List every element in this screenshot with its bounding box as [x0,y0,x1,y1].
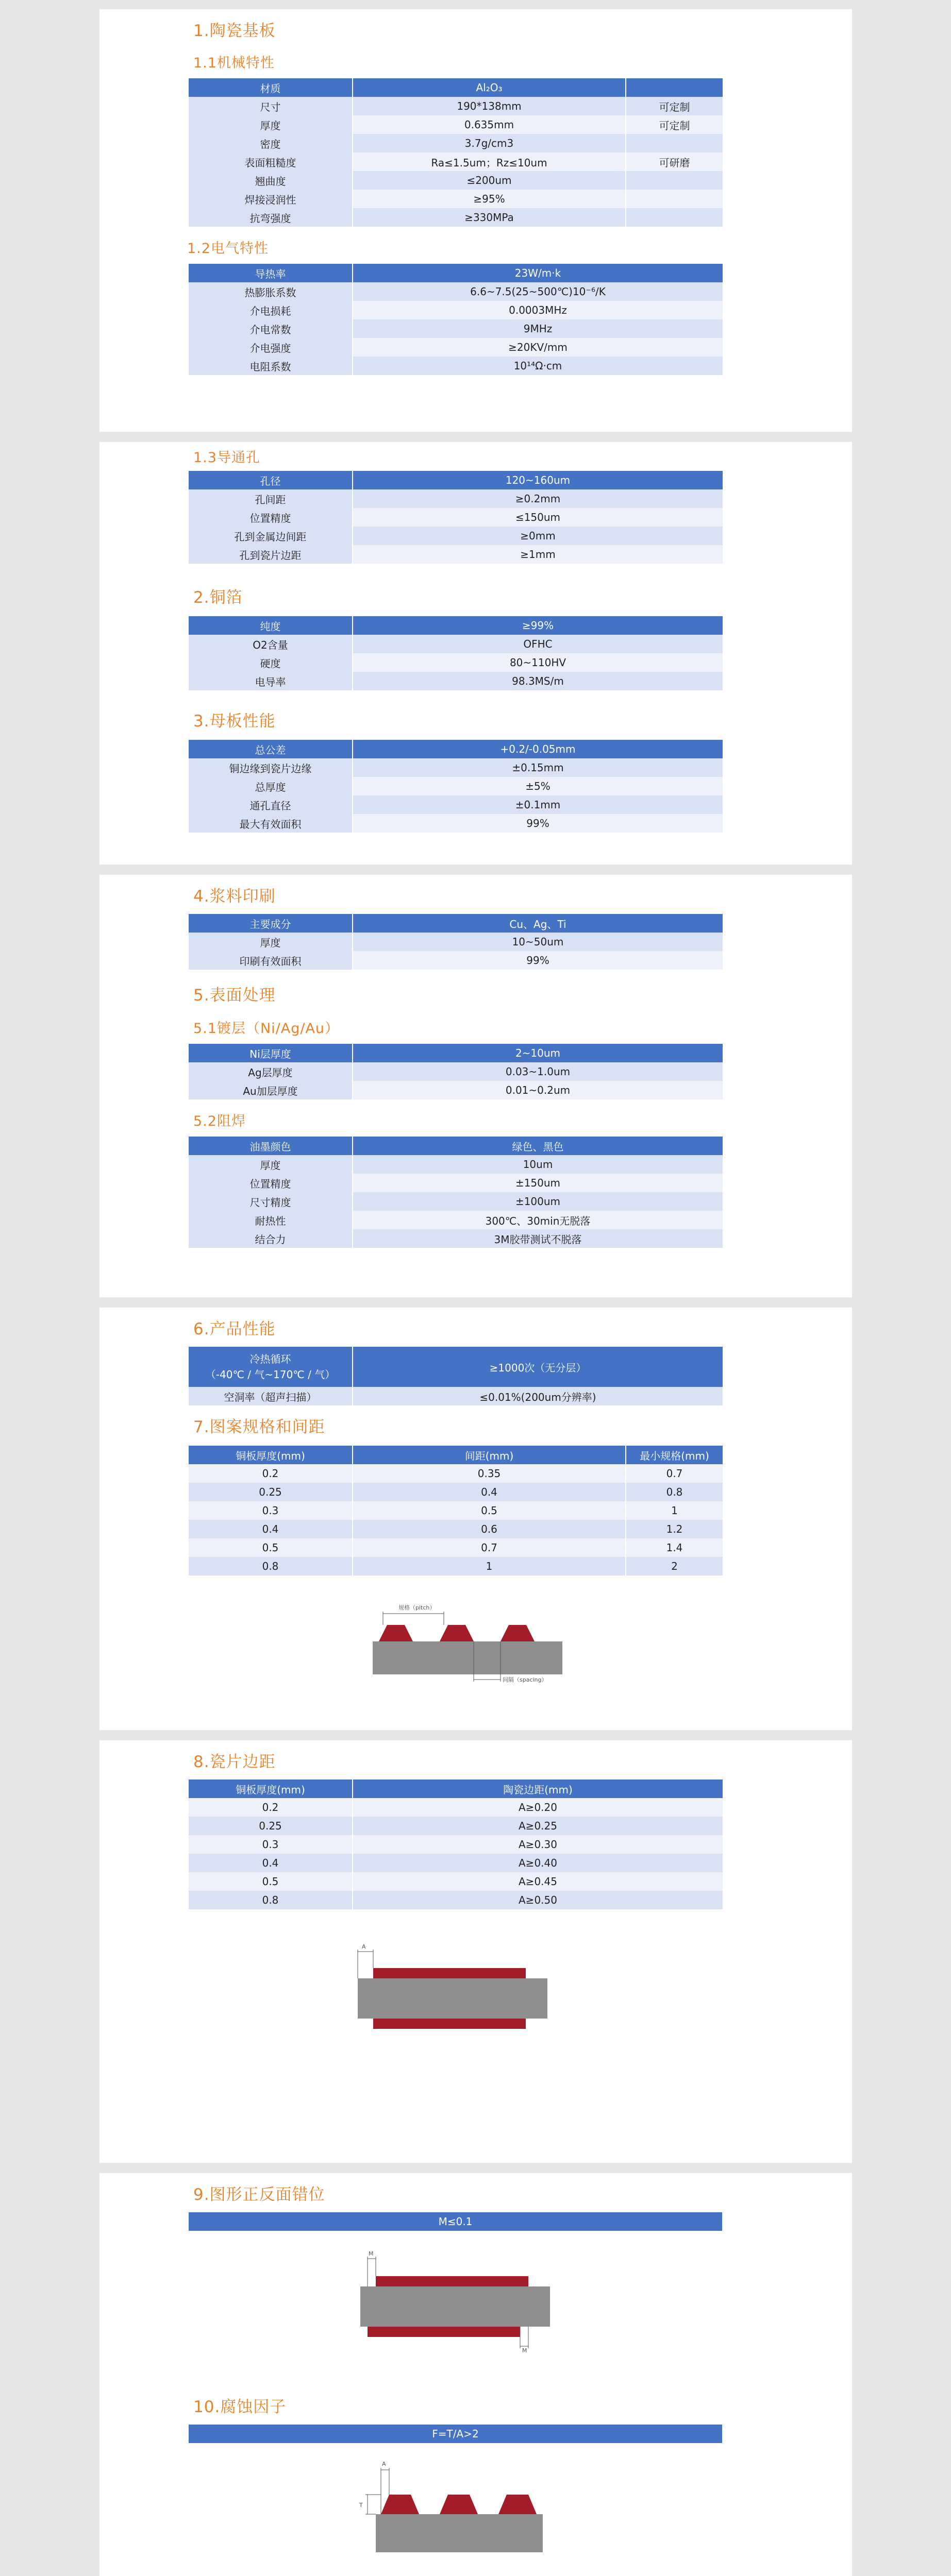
header-cell: ≥1000次（无分层） [353,1347,723,1387]
table-row [189,758,723,777]
subsection-title-mask: 5.2阻焊 [193,1113,246,1129]
table-row [189,1891,723,1909]
table-cell: Au加层厚度 [189,1081,353,1099]
table-row [189,545,723,564]
table-row [189,208,723,227]
section-title-performance: 6.产品性能 [193,1320,276,1338]
table-cell: 2 [626,1557,723,1575]
table-cell: ≥0mm [353,527,723,545]
table-cell: 300℃、30min无脱落 [353,1211,723,1229]
header-cell: 纯度 [189,616,353,635]
table-header-row [189,914,723,933]
table-header-row [189,1137,723,1155]
board-table [189,740,724,833]
table-cell [626,134,723,152]
copper-trace [379,1625,413,1641]
table-row [189,1081,723,1099]
ceramic-base [358,1978,547,2019]
table-row [189,1557,723,1575]
table-cell: 80~110HV [353,653,723,672]
table-cell: 0.3 [189,1501,353,1520]
table-cell: 0.5 [189,1538,353,1557]
table-row [189,152,723,171]
table-cell: 密度 [189,134,353,152]
pitch-label: 规格（pitch） [398,1604,436,1611]
table-header-row [189,264,723,282]
table-header-row [189,78,723,97]
table-cell: 1.4 [626,1538,723,1557]
table-cell: 0.8 [626,1483,723,1501]
table-cell: 耐热性 [189,1211,353,1229]
header-cell: Al₂O₃ [353,78,626,97]
table-cell: ±0.1mm [353,795,723,814]
table-cell: 99% [353,951,723,970]
table-row [189,1538,723,1557]
table-cell: 0.3 [189,1835,353,1854]
table-row [189,635,723,653]
ceramic-base [376,2514,543,2552]
header-cell: 23W/m·k [353,264,723,282]
offset-diagram [357,2249,563,2352]
table-row [189,795,723,814]
table-row [189,134,723,152]
table-row [189,1192,723,1211]
table-cell: OFHC [353,635,723,653]
table-cell: A≥0.25 [353,1817,723,1835]
table-header-row [189,471,723,489]
table-cell: 0.8 [189,1557,353,1575]
table-header-row [189,2425,723,2443]
table-row [189,1062,723,1081]
table-row [189,489,723,508]
table-cell: 热膨胀系数 [189,282,353,301]
table-cell: 通孔直径 [189,795,353,814]
table-cell: 0.4 [189,1520,353,1538]
table-cell: 可定制 [626,115,723,134]
header-cell: F=T/A>2 [189,2425,723,2443]
table-row [189,1520,723,1538]
section-title-copper: 2.铜箔 [193,588,243,607]
table-row [189,951,723,970]
copper-trace [500,1625,535,1641]
table-cell: ≤0.01%(200um分辨率) [353,1387,723,1405]
table-cell: 厚度 [189,115,353,134]
copper-trace [381,2495,419,2514]
table-cell: ≥1mm [353,545,723,564]
table-cell: ≥330MPa [353,208,626,227]
table-cell: 抗弯强度 [189,208,353,227]
table-cell: 1 [626,1501,723,1520]
table-cell [626,190,723,208]
header-cell: Cu、Ag、Ti [353,914,723,933]
table-row [189,1501,723,1520]
header-cell: 总公差 [189,740,353,758]
table-cell: ±0.15mm [353,758,723,777]
table-cell: Ag层厚度 [189,1062,353,1081]
table-cell: 介电强度 [189,338,353,357]
table-cell: 1.2 [626,1520,723,1538]
table-cell: 结合力 [189,1229,353,1248]
card-paste-surface [99,875,852,1297]
table-cell: 3.7g/cm3 [353,134,626,152]
table-row [189,1798,723,1817]
table-row [189,190,723,208]
table-cell: 0.5 [189,1872,353,1891]
header-cell [626,78,723,97]
section-title-board: 3.母板性能 [193,712,276,731]
table-cell: 0.4 [353,1483,626,1501]
etch-a-label: A [382,2461,386,2467]
header-cell: 孔径 [189,471,353,489]
header-cell: +0.2/-0.05mm [353,740,723,758]
table-cell: 10¹⁴Ω·cm [353,357,723,375]
table-cell: 位置精度 [189,508,353,527]
ceramic-base [360,2286,550,2327]
table-cell: ≤150um [353,508,723,527]
table-header-row [189,1446,723,1464]
table-cell: 翘曲度 [189,171,353,190]
table-cell: 空洞率（超声扫描） [189,1387,353,1405]
table-row [189,1464,723,1483]
table-row [189,1872,723,1891]
plating-table [189,1044,724,1099]
table-cell: 位置精度 [189,1174,353,1192]
subsection-title-via: 1.3导通孔 [193,450,260,466]
table-cell: 可研磨 [626,152,723,171]
table-cell: 99% [353,814,723,833]
table-cell: 孔到金属边间距 [189,527,353,545]
section-title-margin: 8.瓷片边距 [193,1753,276,1771]
subsection-title-plating: 5.1镀层（Ni/Ag/Au） [193,1021,340,1037]
etch-table [189,2425,723,2443]
table-row [189,1229,723,1248]
table-cell: 厚度 [189,1155,353,1174]
section-title-ceramic: 1.陶瓷基板 [193,22,276,40]
header-line: 冷热循环 [249,1353,291,1365]
table-row [189,171,723,190]
card-via-copper-board [99,442,852,865]
table-cell: 最大有效面积 [189,814,353,833]
copper-bottom [368,2327,520,2337]
table-row [189,814,723,833]
table-cell: 3M胶带测试不脱落 [353,1229,723,1248]
header-cell: 间距(mm) [353,1446,626,1464]
table-cell [626,171,723,190]
table-row [189,1155,723,1174]
header-cell: 铜板厚度(mm) [189,1446,353,1464]
table-row [189,1835,723,1854]
table-cell: 介电常数 [189,319,353,338]
copper-top [373,1968,526,1978]
section-title-surface: 5.表面处理 [193,986,276,1005]
header-cell: 陶瓷边距(mm) [353,1780,723,1798]
elec-table [189,264,724,375]
table-cell: O2含量 [189,635,353,653]
header-cell: 120~160um [353,471,723,489]
table-cell: Ra≤1.5um；Rz≤10um [353,152,626,171]
table-cell: 0.0003MHz [353,301,723,319]
card-offset-etch [99,2173,852,2576]
mech-table [189,78,724,227]
performance-table [189,1347,724,1405]
table-cell: 厚度 [189,933,353,951]
table-cell: A≥0.30 [353,1835,723,1854]
pattern-table [189,1446,724,1575]
table-cell: ≥20KV/mm [353,338,723,357]
table-cell: 0.7 [353,1538,626,1557]
table-header-row [189,1044,723,1062]
header-cell: Ni层厚度 [189,1044,353,1062]
table-row [189,527,723,545]
table-cell: 10um [353,1155,723,1174]
header-cell: ≥99% [353,616,723,635]
table-cell: 0.7 [626,1464,723,1483]
table-row [189,319,723,338]
margin-a-label: A [362,1943,366,1950]
pitch-spacing-diagram [357,1596,563,1689]
paste-table [189,914,724,970]
via-table [189,471,724,564]
header-line: （-40℃ / 气~170℃ / 气） [205,1368,336,1381]
table-header-row [189,1347,723,1387]
table-cell: ±100um [353,1192,723,1211]
spacing-label: 间隔（spacing） [503,1676,547,1683]
header-cell: 油墨颜色 [189,1137,353,1155]
table-cell: 0.2 [189,1798,353,1817]
table-cell [626,208,723,227]
margin-diagram [355,1942,561,2035]
card-ceramic-margin [99,1740,852,2163]
table-cell: ≥0.2mm [353,489,723,508]
table-cell: 0.8 [189,1891,353,1909]
copper-table [189,616,724,690]
table-cell: A≥0.20 [353,1798,723,1817]
table-row [189,1387,723,1405]
table-row [189,1817,723,1835]
table-cell: 0.25 [189,1483,353,1501]
table-cell: 孔到瓷片边距 [189,545,353,564]
table-cell: 电导率 [189,672,353,690]
table-cell: 0.35 [353,1464,626,1483]
table-cell: 尺寸精度 [189,1192,353,1211]
table-cell: 焊接浸润性 [189,190,353,208]
header-cell: M≤0.1 [189,2212,723,2231]
copper-bottom [373,2019,526,2029]
table-cell: 0.2 [189,1464,353,1483]
table-row [189,653,723,672]
section-title-paste: 4.浆料印刷 [193,887,276,906]
table-row [189,338,723,357]
table-row [189,672,723,690]
table-row [189,1854,723,1872]
header-cell: 2~10um [353,1044,723,1062]
table-cell: 0.4 [189,1854,353,1872]
offset-m-label: M [369,2250,374,2257]
table-row [189,1483,723,1501]
copper-trace [440,1625,474,1641]
table-cell: A≥0.40 [353,1854,723,1872]
table-cell: 6.6~7.5(25~500℃)10⁻⁶/K [353,282,723,301]
table-row [189,301,723,319]
table-cell: 0.635mm [353,115,626,134]
table-cell: 铜边缘到瓷片边缘 [189,758,353,777]
header-cell [189,1347,353,1387]
table-cell: 0.5 [353,1501,626,1520]
card-ceramic-substrate [99,9,852,432]
header-cell: 最小规格(mm) [626,1446,723,1464]
table-cell: 0.6 [353,1520,626,1538]
etch-factor-diagram [352,2458,558,2561]
header-cell: 铜板厚度(mm) [189,1780,353,1798]
etch-t-label: T [359,2502,363,2509]
table-row [189,1211,723,1229]
table-header-row [189,2212,723,2231]
table-cell: 孔间距 [189,489,353,508]
copper-trace [498,2495,537,2514]
table-row [189,508,723,527]
table-header-row [189,616,723,635]
header-cell: 导热率 [189,264,353,282]
table-cell: A≥0.45 [353,1872,723,1891]
table-header-row [189,1780,723,1798]
table-cell: 10~50um [353,933,723,951]
table-cell: 98.3MS/m [353,672,723,690]
table-cell: 1 [353,1557,626,1575]
section-title-pattern: 7.图案规格和间距 [193,1418,325,1436]
subsection-title-elec: 1.2电气特性 [187,241,269,257]
table-cell: 9MHz [353,319,723,338]
card-product-performance [99,1308,852,1730]
table-row [189,115,723,134]
table-row [189,357,723,375]
offset-m-label: M [522,2347,527,2352]
table-row [189,282,723,301]
table-cell: 印刷有效面积 [189,951,353,970]
subsection-title-mech: 1.1机械特性 [193,55,275,71]
table-row [189,97,723,115]
table-cell: 可定制 [626,97,723,115]
table-cell: 0.03~1.0um [353,1062,723,1081]
mask-table [189,1137,724,1248]
table-cell: 介电损耗 [189,301,353,319]
header-cell: 材质 [189,78,353,97]
ceramic-base [373,1641,562,1674]
offset-table [189,2212,723,2231]
table-cell: ±150um [353,1174,723,1192]
table-cell: 0.25 [189,1817,353,1835]
table-row [189,1174,723,1192]
table-cell: ±5% [353,777,723,795]
header-cell: 主要成分 [189,914,353,933]
table-cell: ≥95% [353,190,626,208]
section-title-etch: 10.腐蚀因子 [193,2398,287,2416]
table-cell: 0.01~0.2um [353,1081,723,1099]
table-cell: 表面粗糙度 [189,152,353,171]
table-cell: 总厚度 [189,777,353,795]
copper-top [376,2276,528,2286]
margin-table [189,1780,724,1909]
table-row [189,933,723,951]
section-title-offset: 9.图形正反面错位 [193,2185,325,2204]
table-row [189,777,723,795]
table-header-row [189,740,723,758]
table-cell: A≥0.50 [353,1891,723,1909]
table-cell: 190*138mm [353,97,626,115]
table-cell: 尺寸 [189,97,353,115]
table-cell: 硬度 [189,653,353,672]
header-cell: 绿色、黑色 [353,1137,723,1155]
copper-trace [440,2495,478,2514]
table-cell: ≤200um [353,171,626,190]
table-cell: 电阻系数 [189,357,353,375]
